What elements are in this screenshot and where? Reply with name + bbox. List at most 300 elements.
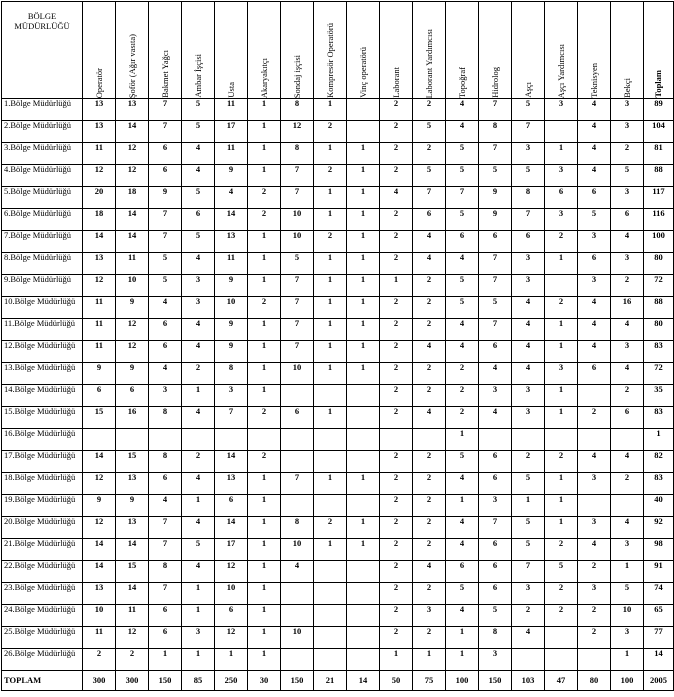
table-row bbox=[2, 517, 674, 539]
data-cell: 2 bbox=[446, 385, 479, 407]
data-cell: 4 bbox=[281, 561, 314, 583]
data-cell: 4 bbox=[512, 627, 545, 649]
data-cell: 3 bbox=[512, 583, 545, 605]
data-cell: 1 bbox=[611, 561, 644, 583]
column-header bbox=[149, 2, 182, 99]
data-cell: 15 bbox=[116, 561, 149, 583]
data-cell: 8 bbox=[281, 517, 314, 539]
table-row bbox=[2, 253, 674, 275]
data-cell bbox=[347, 627, 380, 649]
data-cell: 9 bbox=[83, 363, 116, 385]
data-cell: 4 bbox=[611, 231, 644, 253]
column-header-label: Usta bbox=[225, 82, 236, 98]
row-label: 19.Bölge Müdürlüğü bbox=[2, 495, 83, 517]
column-header bbox=[215, 2, 248, 99]
staff-distribution-table bbox=[1, 1, 674, 691]
data-cell: 12 bbox=[116, 319, 149, 341]
data-cell: 14 bbox=[83, 451, 116, 473]
data-cell: 2 bbox=[380, 627, 413, 649]
data-cell: 2 bbox=[545, 231, 578, 253]
column-header-label: Operatör bbox=[93, 67, 104, 98]
data-cell: 11 bbox=[83, 341, 116, 363]
data-cell: 1 bbox=[347, 341, 380, 363]
column-header bbox=[347, 2, 380, 99]
column-header bbox=[479, 2, 512, 99]
data-cell: 18 bbox=[116, 187, 149, 209]
data-cell: 5 bbox=[149, 253, 182, 275]
data-cell: 12 bbox=[116, 143, 149, 165]
table-row bbox=[2, 451, 674, 473]
data-cell bbox=[512, 649, 545, 671]
data-cell: 7 bbox=[281, 473, 314, 495]
data-cell: 11 bbox=[116, 253, 149, 275]
row-label: 21.Bölge Müdürlüğü bbox=[2, 539, 83, 561]
table-row bbox=[2, 209, 674, 231]
row-total-cell: 100 bbox=[644, 231, 674, 253]
data-cell: 2 bbox=[248, 209, 281, 231]
data-cell: 2 bbox=[545, 583, 578, 605]
data-cell: 2 bbox=[545, 451, 578, 473]
data-cell: 13 bbox=[83, 99, 116, 121]
column-header-label: Hidrolog bbox=[489, 67, 500, 98]
data-cell: 1 bbox=[182, 495, 215, 517]
data-cell: 9 bbox=[149, 187, 182, 209]
data-cell: 1 bbox=[347, 143, 380, 165]
data-cell: 14 bbox=[116, 121, 149, 143]
row-label: 24.Bölge Müdürlüğü bbox=[2, 605, 83, 627]
data-cell bbox=[347, 561, 380, 583]
column-header bbox=[182, 2, 215, 99]
data-cell: 12 bbox=[83, 473, 116, 495]
data-cell: 4 bbox=[446, 319, 479, 341]
data-cell: 103 bbox=[512, 671, 545, 691]
data-cell: 7 bbox=[446, 187, 479, 209]
data-cell: 4 bbox=[578, 165, 611, 187]
data-cell: 1 bbox=[248, 121, 281, 143]
data-cell: 1 bbox=[347, 165, 380, 187]
data-cell: 9 bbox=[83, 495, 116, 517]
data-cell: 1 bbox=[545, 341, 578, 363]
data-cell: 6 bbox=[182, 209, 215, 231]
table-row bbox=[2, 143, 674, 165]
row-total-cell: 2005 bbox=[644, 671, 674, 691]
data-cell: 8 bbox=[479, 627, 512, 649]
data-cell bbox=[347, 429, 380, 451]
data-cell: 10 bbox=[83, 605, 116, 627]
data-cell: 3 bbox=[578, 517, 611, 539]
data-cell: 2 bbox=[512, 451, 545, 473]
data-cell: 9 bbox=[116, 363, 149, 385]
table-row bbox=[2, 275, 674, 297]
data-cell bbox=[314, 561, 347, 583]
row-label: 20.Bölge Müdürlüğü bbox=[2, 517, 83, 539]
data-cell: 4 bbox=[413, 561, 446, 583]
data-cell: 10 bbox=[215, 297, 248, 319]
data-cell bbox=[248, 429, 281, 451]
data-cell: 14 bbox=[215, 451, 248, 473]
row-total-cell: 116 bbox=[644, 209, 674, 231]
data-cell: 2 bbox=[413, 517, 446, 539]
data-cell: 4 bbox=[578, 341, 611, 363]
data-cell: 7 bbox=[149, 231, 182, 253]
row-label: 4.Bölge Müdürlüğü bbox=[2, 165, 83, 187]
row-label: 6.Bölge Müdürlüğü bbox=[2, 209, 83, 231]
data-cell: 1 bbox=[347, 275, 380, 297]
data-cell: 8 bbox=[479, 121, 512, 143]
data-cell bbox=[314, 429, 347, 451]
column-header-label: Bekçi bbox=[621, 78, 632, 98]
data-cell: 7 bbox=[512, 121, 545, 143]
row-label: 10.Bölge Müdürlüğü bbox=[2, 297, 83, 319]
data-cell: 6 bbox=[479, 583, 512, 605]
data-cell: 2 bbox=[380, 99, 413, 121]
data-cell: 6 bbox=[578, 253, 611, 275]
data-cell: 5 bbox=[578, 209, 611, 231]
row-total-cell: 1 bbox=[644, 429, 674, 451]
data-cell: 1 bbox=[248, 539, 281, 561]
data-cell: 14 bbox=[116, 539, 149, 561]
data-cell bbox=[347, 495, 380, 517]
data-cell: 5 bbox=[446, 165, 479, 187]
data-cell: 2 bbox=[380, 209, 413, 231]
data-cell: 1 bbox=[413, 649, 446, 671]
row-total-cell: 80 bbox=[644, 253, 674, 275]
data-cell: 1 bbox=[314, 253, 347, 275]
data-cell: 2 bbox=[578, 605, 611, 627]
column-header-label: Ambar İşçisi bbox=[192, 54, 203, 98]
data-cell: 1 bbox=[248, 341, 281, 363]
data-cell: 1 bbox=[347, 187, 380, 209]
row-label: 8.Bölge Müdürlüğü bbox=[2, 253, 83, 275]
data-cell: 1 bbox=[314, 297, 347, 319]
data-cell: 12 bbox=[116, 627, 149, 649]
data-cell: 6 bbox=[479, 341, 512, 363]
data-cell: 2 bbox=[380, 231, 413, 253]
table-row bbox=[2, 297, 674, 319]
data-cell: 2 bbox=[83, 649, 116, 671]
row-total-cell: 65 bbox=[644, 605, 674, 627]
data-cell: 5 bbox=[479, 605, 512, 627]
data-cell: 4 bbox=[512, 319, 545, 341]
data-cell: 5 bbox=[512, 99, 545, 121]
data-cell: 2 bbox=[380, 165, 413, 187]
column-header bbox=[512, 2, 545, 99]
column-header-label: Aşçı Yardımcısı bbox=[555, 43, 566, 98]
data-cell bbox=[83, 429, 116, 451]
column-header bbox=[314, 2, 347, 99]
data-cell: 14 bbox=[116, 209, 149, 231]
data-cell: 2 bbox=[446, 407, 479, 429]
data-cell: 1 bbox=[314, 99, 347, 121]
data-cell: 5 bbox=[611, 583, 644, 605]
row-total-cell: 83 bbox=[644, 407, 674, 429]
data-cell: 4 bbox=[182, 561, 215, 583]
data-cell bbox=[347, 99, 380, 121]
data-cell: 4 bbox=[182, 253, 215, 275]
data-cell: 3 bbox=[182, 627, 215, 649]
data-cell: 10 bbox=[281, 627, 314, 649]
data-cell: 7 bbox=[215, 407, 248, 429]
data-cell: 6 bbox=[611, 407, 644, 429]
data-cell: 6 bbox=[215, 605, 248, 627]
data-cell: 15 bbox=[116, 451, 149, 473]
data-cell: 1 bbox=[248, 627, 281, 649]
data-cell: 6 bbox=[479, 231, 512, 253]
data-cell: 1 bbox=[248, 649, 281, 671]
data-cell: 80 bbox=[578, 671, 611, 691]
data-cell: 3 bbox=[578, 275, 611, 297]
data-cell: 2 bbox=[545, 539, 578, 561]
data-cell: 17 bbox=[215, 121, 248, 143]
data-cell: 7 bbox=[479, 275, 512, 297]
data-cell bbox=[281, 495, 314, 517]
data-cell: 2 bbox=[380, 385, 413, 407]
data-cell bbox=[512, 429, 545, 451]
data-cell bbox=[281, 451, 314, 473]
row-total-cell: 83 bbox=[644, 341, 674, 363]
data-cell: 13 bbox=[116, 99, 149, 121]
data-cell bbox=[578, 385, 611, 407]
row-label: 16.Bölge Müdürlüğü bbox=[2, 429, 83, 451]
data-cell: 6 bbox=[215, 495, 248, 517]
data-cell: 7 bbox=[281, 187, 314, 209]
data-cell: 1 bbox=[314, 209, 347, 231]
data-cell bbox=[314, 451, 347, 473]
row-total-cell: 98 bbox=[644, 539, 674, 561]
data-cell: 3 bbox=[512, 275, 545, 297]
data-cell: 4 bbox=[512, 341, 545, 363]
column-header-label: Topoğraf bbox=[456, 66, 467, 98]
data-cell: 5 bbox=[182, 187, 215, 209]
data-cell: 2 bbox=[380, 363, 413, 385]
data-cell: 7 bbox=[149, 517, 182, 539]
column-header-label: Teknisyen bbox=[588, 63, 599, 98]
data-cell bbox=[281, 429, 314, 451]
row-label: 17.Bölge Müdürlüğü bbox=[2, 451, 83, 473]
data-cell: 12 bbox=[281, 121, 314, 143]
data-cell bbox=[281, 583, 314, 605]
data-cell: 6 bbox=[149, 341, 182, 363]
data-cell: 4 bbox=[611, 319, 644, 341]
data-cell bbox=[281, 385, 314, 407]
data-cell: 1 bbox=[380, 649, 413, 671]
data-cell: 2 bbox=[446, 363, 479, 385]
data-cell: 7 bbox=[281, 297, 314, 319]
column-header-label: Akaryakıtçı bbox=[258, 57, 269, 98]
data-cell: 6 bbox=[446, 561, 479, 583]
data-cell: 21 bbox=[314, 671, 347, 691]
row-total-cell: 104 bbox=[644, 121, 674, 143]
data-cell: 20 bbox=[83, 187, 116, 209]
data-cell: 1 bbox=[182, 649, 215, 671]
data-cell: 1 bbox=[611, 649, 644, 671]
data-cell: 1 bbox=[248, 319, 281, 341]
data-cell: 1 bbox=[248, 517, 281, 539]
row-total-cell: 92 bbox=[644, 517, 674, 539]
data-cell: 10 bbox=[281, 539, 314, 561]
data-cell: 2 bbox=[578, 627, 611, 649]
data-cell: 300 bbox=[83, 671, 116, 691]
data-cell bbox=[149, 429, 182, 451]
data-cell: 1 bbox=[248, 143, 281, 165]
data-cell: 1 bbox=[248, 605, 281, 627]
data-cell: 1 bbox=[314, 539, 347, 561]
data-cell: 6 bbox=[149, 143, 182, 165]
header-corner-label: BÖLGE MÜDÜRLÜĞÜ bbox=[14, 11, 70, 31]
data-cell: 1 bbox=[446, 429, 479, 451]
data-cell: 1 bbox=[545, 385, 578, 407]
data-cell: 1 bbox=[347, 253, 380, 275]
data-cell: 6 bbox=[512, 231, 545, 253]
data-cell: 2 bbox=[248, 187, 281, 209]
data-cell: 8 bbox=[281, 143, 314, 165]
data-cell: 1 bbox=[248, 99, 281, 121]
data-cell: 7 bbox=[479, 319, 512, 341]
data-cell bbox=[314, 385, 347, 407]
data-cell: 7 bbox=[479, 99, 512, 121]
data-cell: 2 bbox=[413, 627, 446, 649]
data-cell: 4 bbox=[578, 451, 611, 473]
table-row bbox=[2, 341, 674, 363]
data-cell: 75 bbox=[413, 671, 446, 691]
data-cell: 4 bbox=[446, 99, 479, 121]
data-cell: 6 bbox=[149, 165, 182, 187]
data-cell: 18 bbox=[83, 209, 116, 231]
data-cell: 7 bbox=[479, 517, 512, 539]
data-cell: 1 bbox=[248, 253, 281, 275]
data-cell: 1 bbox=[545, 253, 578, 275]
data-cell: 5 bbox=[512, 517, 545, 539]
data-cell: 2 bbox=[380, 253, 413, 275]
data-cell: 7 bbox=[149, 539, 182, 561]
data-cell: 3 bbox=[611, 121, 644, 143]
data-cell: 12 bbox=[83, 165, 116, 187]
row-label: 26.Bölge Müdürlüğü bbox=[2, 649, 83, 671]
data-cell: 6 bbox=[578, 363, 611, 385]
data-cell: 4 bbox=[446, 121, 479, 143]
row-total-cell: 72 bbox=[644, 275, 674, 297]
column-header-label: Bakmet Yağcı bbox=[159, 50, 170, 98]
data-cell: 2 bbox=[314, 121, 347, 143]
data-cell: 14 bbox=[83, 539, 116, 561]
data-cell: 1 bbox=[248, 363, 281, 385]
column-header bbox=[578, 2, 611, 99]
data-cell: 6 bbox=[545, 187, 578, 209]
data-cell: 3 bbox=[578, 473, 611, 495]
data-cell: 1 bbox=[215, 649, 248, 671]
data-cell: 4 bbox=[446, 341, 479, 363]
data-cell: 13 bbox=[83, 253, 116, 275]
data-cell: 2 bbox=[380, 143, 413, 165]
data-cell bbox=[314, 583, 347, 605]
data-cell: 3 bbox=[512, 143, 545, 165]
table-row bbox=[2, 319, 674, 341]
data-cell: 4 bbox=[479, 407, 512, 429]
data-cell: 2 bbox=[314, 165, 347, 187]
data-cell: 2 bbox=[248, 451, 281, 473]
data-cell: 6 bbox=[479, 561, 512, 583]
data-cell: 6 bbox=[149, 605, 182, 627]
data-cell: 5 bbox=[182, 99, 215, 121]
data-cell: 1 bbox=[380, 275, 413, 297]
row-total-cell: 14 bbox=[644, 649, 674, 671]
table-row bbox=[2, 495, 674, 517]
table-row bbox=[2, 429, 674, 451]
row-label: 9.Bölge Müdürlüğü bbox=[2, 275, 83, 297]
data-cell: 1 bbox=[248, 561, 281, 583]
data-cell: 2 bbox=[413, 99, 446, 121]
data-cell: 1 bbox=[248, 495, 281, 517]
data-cell: 6 bbox=[149, 627, 182, 649]
row-total-cell: 77 bbox=[644, 627, 674, 649]
row-total-cell: 35 bbox=[644, 385, 674, 407]
data-cell: 9 bbox=[479, 187, 512, 209]
column-header-label: Laborant bbox=[390, 67, 401, 98]
data-cell: 1 bbox=[314, 407, 347, 429]
data-cell: 5 bbox=[512, 539, 545, 561]
data-cell: 3 bbox=[545, 209, 578, 231]
data-cell: 12 bbox=[215, 561, 248, 583]
data-cell: 1 bbox=[347, 517, 380, 539]
data-cell: 2 bbox=[380, 121, 413, 143]
row-label: 1.Bölge Müdürlüğü bbox=[2, 99, 83, 121]
data-cell: 1 bbox=[545, 495, 578, 517]
data-cell bbox=[413, 429, 446, 451]
data-cell: 10 bbox=[215, 583, 248, 605]
data-cell: 2 bbox=[380, 407, 413, 429]
row-label: 15.Bölge Müdürlüğü bbox=[2, 407, 83, 429]
data-cell: 7 bbox=[413, 187, 446, 209]
data-cell: 2 bbox=[413, 495, 446, 517]
data-cell: 4 bbox=[413, 407, 446, 429]
data-cell: 10 bbox=[281, 209, 314, 231]
column-header-label: Toplam bbox=[653, 70, 664, 98]
data-cell: 2 bbox=[611, 275, 644, 297]
row-label: 3.Bölge Müdürlüğü bbox=[2, 143, 83, 165]
data-cell: 5 bbox=[182, 539, 215, 561]
table-row bbox=[2, 121, 674, 143]
data-cell: 4 bbox=[380, 187, 413, 209]
data-cell: 2 bbox=[380, 451, 413, 473]
data-cell: 2 bbox=[413, 275, 446, 297]
data-cell: 1 bbox=[314, 473, 347, 495]
data-cell: 3 bbox=[512, 385, 545, 407]
data-cell: 14 bbox=[83, 561, 116, 583]
data-cell: 1 bbox=[149, 649, 182, 671]
data-cell: 2 bbox=[182, 363, 215, 385]
data-cell: 4 bbox=[611, 517, 644, 539]
row-label: 13.Bölge Müdürlüğü bbox=[2, 363, 83, 385]
data-cell: 6 bbox=[611, 209, 644, 231]
data-cell: 4 bbox=[611, 451, 644, 473]
data-cell: 10 bbox=[281, 363, 314, 385]
data-cell bbox=[578, 649, 611, 671]
data-cell: 1 bbox=[545, 473, 578, 495]
data-cell: 5 bbox=[446, 143, 479, 165]
data-cell: 5 bbox=[446, 451, 479, 473]
data-cell: 2 bbox=[380, 583, 413, 605]
row-label: 23.Bölge Müdürlüğü bbox=[2, 583, 83, 605]
data-cell: 150 bbox=[479, 671, 512, 691]
data-cell: 2 bbox=[380, 539, 413, 561]
data-cell: 14 bbox=[215, 517, 248, 539]
data-cell: 250 bbox=[215, 671, 248, 691]
data-cell: 8 bbox=[281, 99, 314, 121]
data-cell: 12 bbox=[116, 341, 149, 363]
data-cell: 4 bbox=[578, 99, 611, 121]
data-cell: 7 bbox=[149, 121, 182, 143]
data-cell: 1 bbox=[182, 385, 215, 407]
